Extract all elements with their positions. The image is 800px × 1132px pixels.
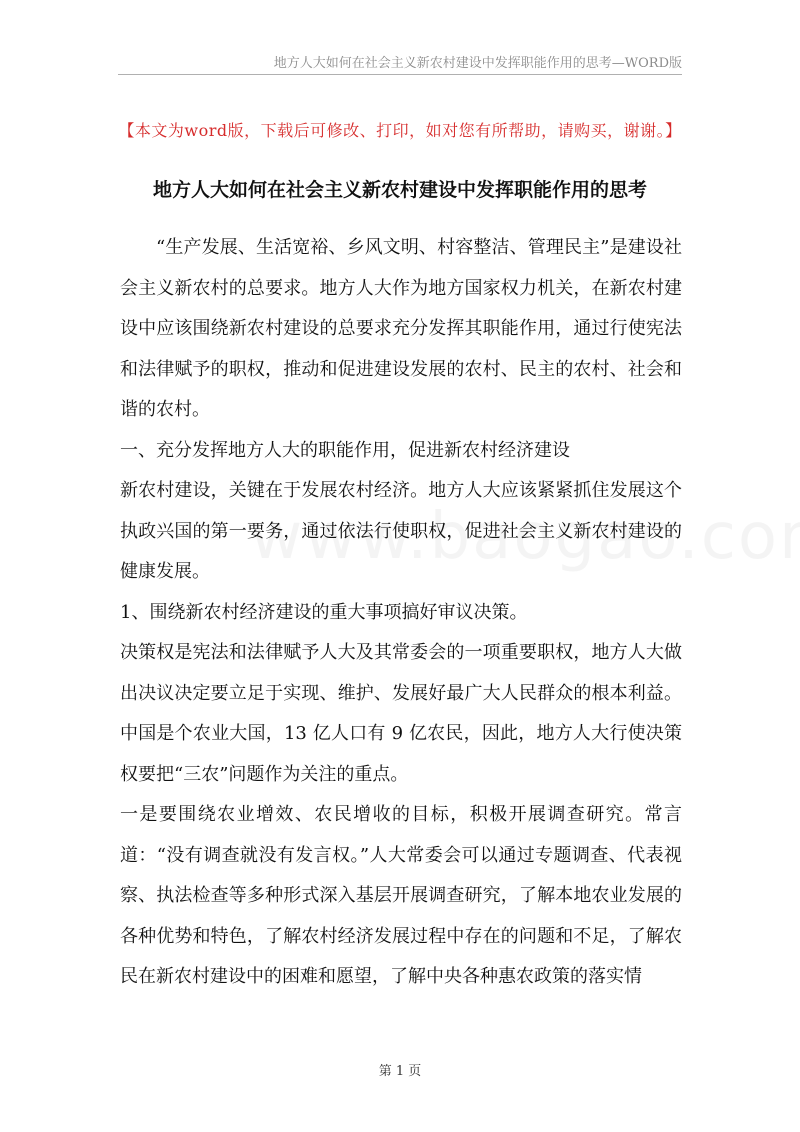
page-number: 第 1 页 xyxy=(378,1064,422,1079)
download-notice: 【本文为word版，下载后可修改、打印，如对您有所帮助，请购买，谢谢。】 xyxy=(118,121,682,140)
paragraph: 一是要围绕农业增效、农民增收的目标，积极开展调查研究。常言道：“没有调查就没有发言权。”人大常委会可以通过专题调查、代表视察、执法检查等多种形式深入基层开展调查研究，了解本地农业发展的各种优势和特色，了解农村经济发展过程中存在的问题和不足，了解农民在新农村建设中的困难和愿望，了解中央各种惠农政策的落实情 xyxy=(120,804,682,987)
paragraph-intro: “生产发展、生活宽裕、乡风文明、村容整洁、管理民主”是建设社会主义新农村的总要求。地方人大作为地方国家权力机关，在新农村建设中应该围绕新农村建设的总要求充分发挥其职能作用，通过行使宪法和法律赋予的职权，推动和促进建设发展的农村、民主的农村、社会和谐的农村。 xyxy=(120,237,682,420)
document-body xyxy=(120,228,682,998)
paragraph: 新农村建设，关键在于发展农村经济。地方人大应该紧紧抓住发展这个执政兴国的第一要务，通过依法行使职权，促进社会主义新农村建设的健康发展。 xyxy=(120,480,682,582)
running-header: 地方人大如何在社会主义新农村建设中发挥职能作用的思考—WORD版 xyxy=(273,56,682,71)
header-divider xyxy=(118,74,682,75)
paragraph: 决策权是宪法和法律赋予人大及其常委会的一项重要职权，地方人大做出决议决定要立足于实现、维护、发展好最广大人民群众的根本利益。中国是个农业大国，13 亿人口有 9 亿农民，因此，地方人大行使决策权要把“三农”问题作为关注的重点。 xyxy=(120,642,682,785)
subsection-heading-1: 1、围绕新农村经济建设的重大事项搞好审议决策。 xyxy=(120,601,528,623)
section-heading-1: 一、充分发挥地方人大的职能作用，促进新农村经济建设 xyxy=(120,439,570,461)
document-title: 地方人大如何在社会主义新农村建设中发挥职能作用的思考 xyxy=(152,179,647,201)
